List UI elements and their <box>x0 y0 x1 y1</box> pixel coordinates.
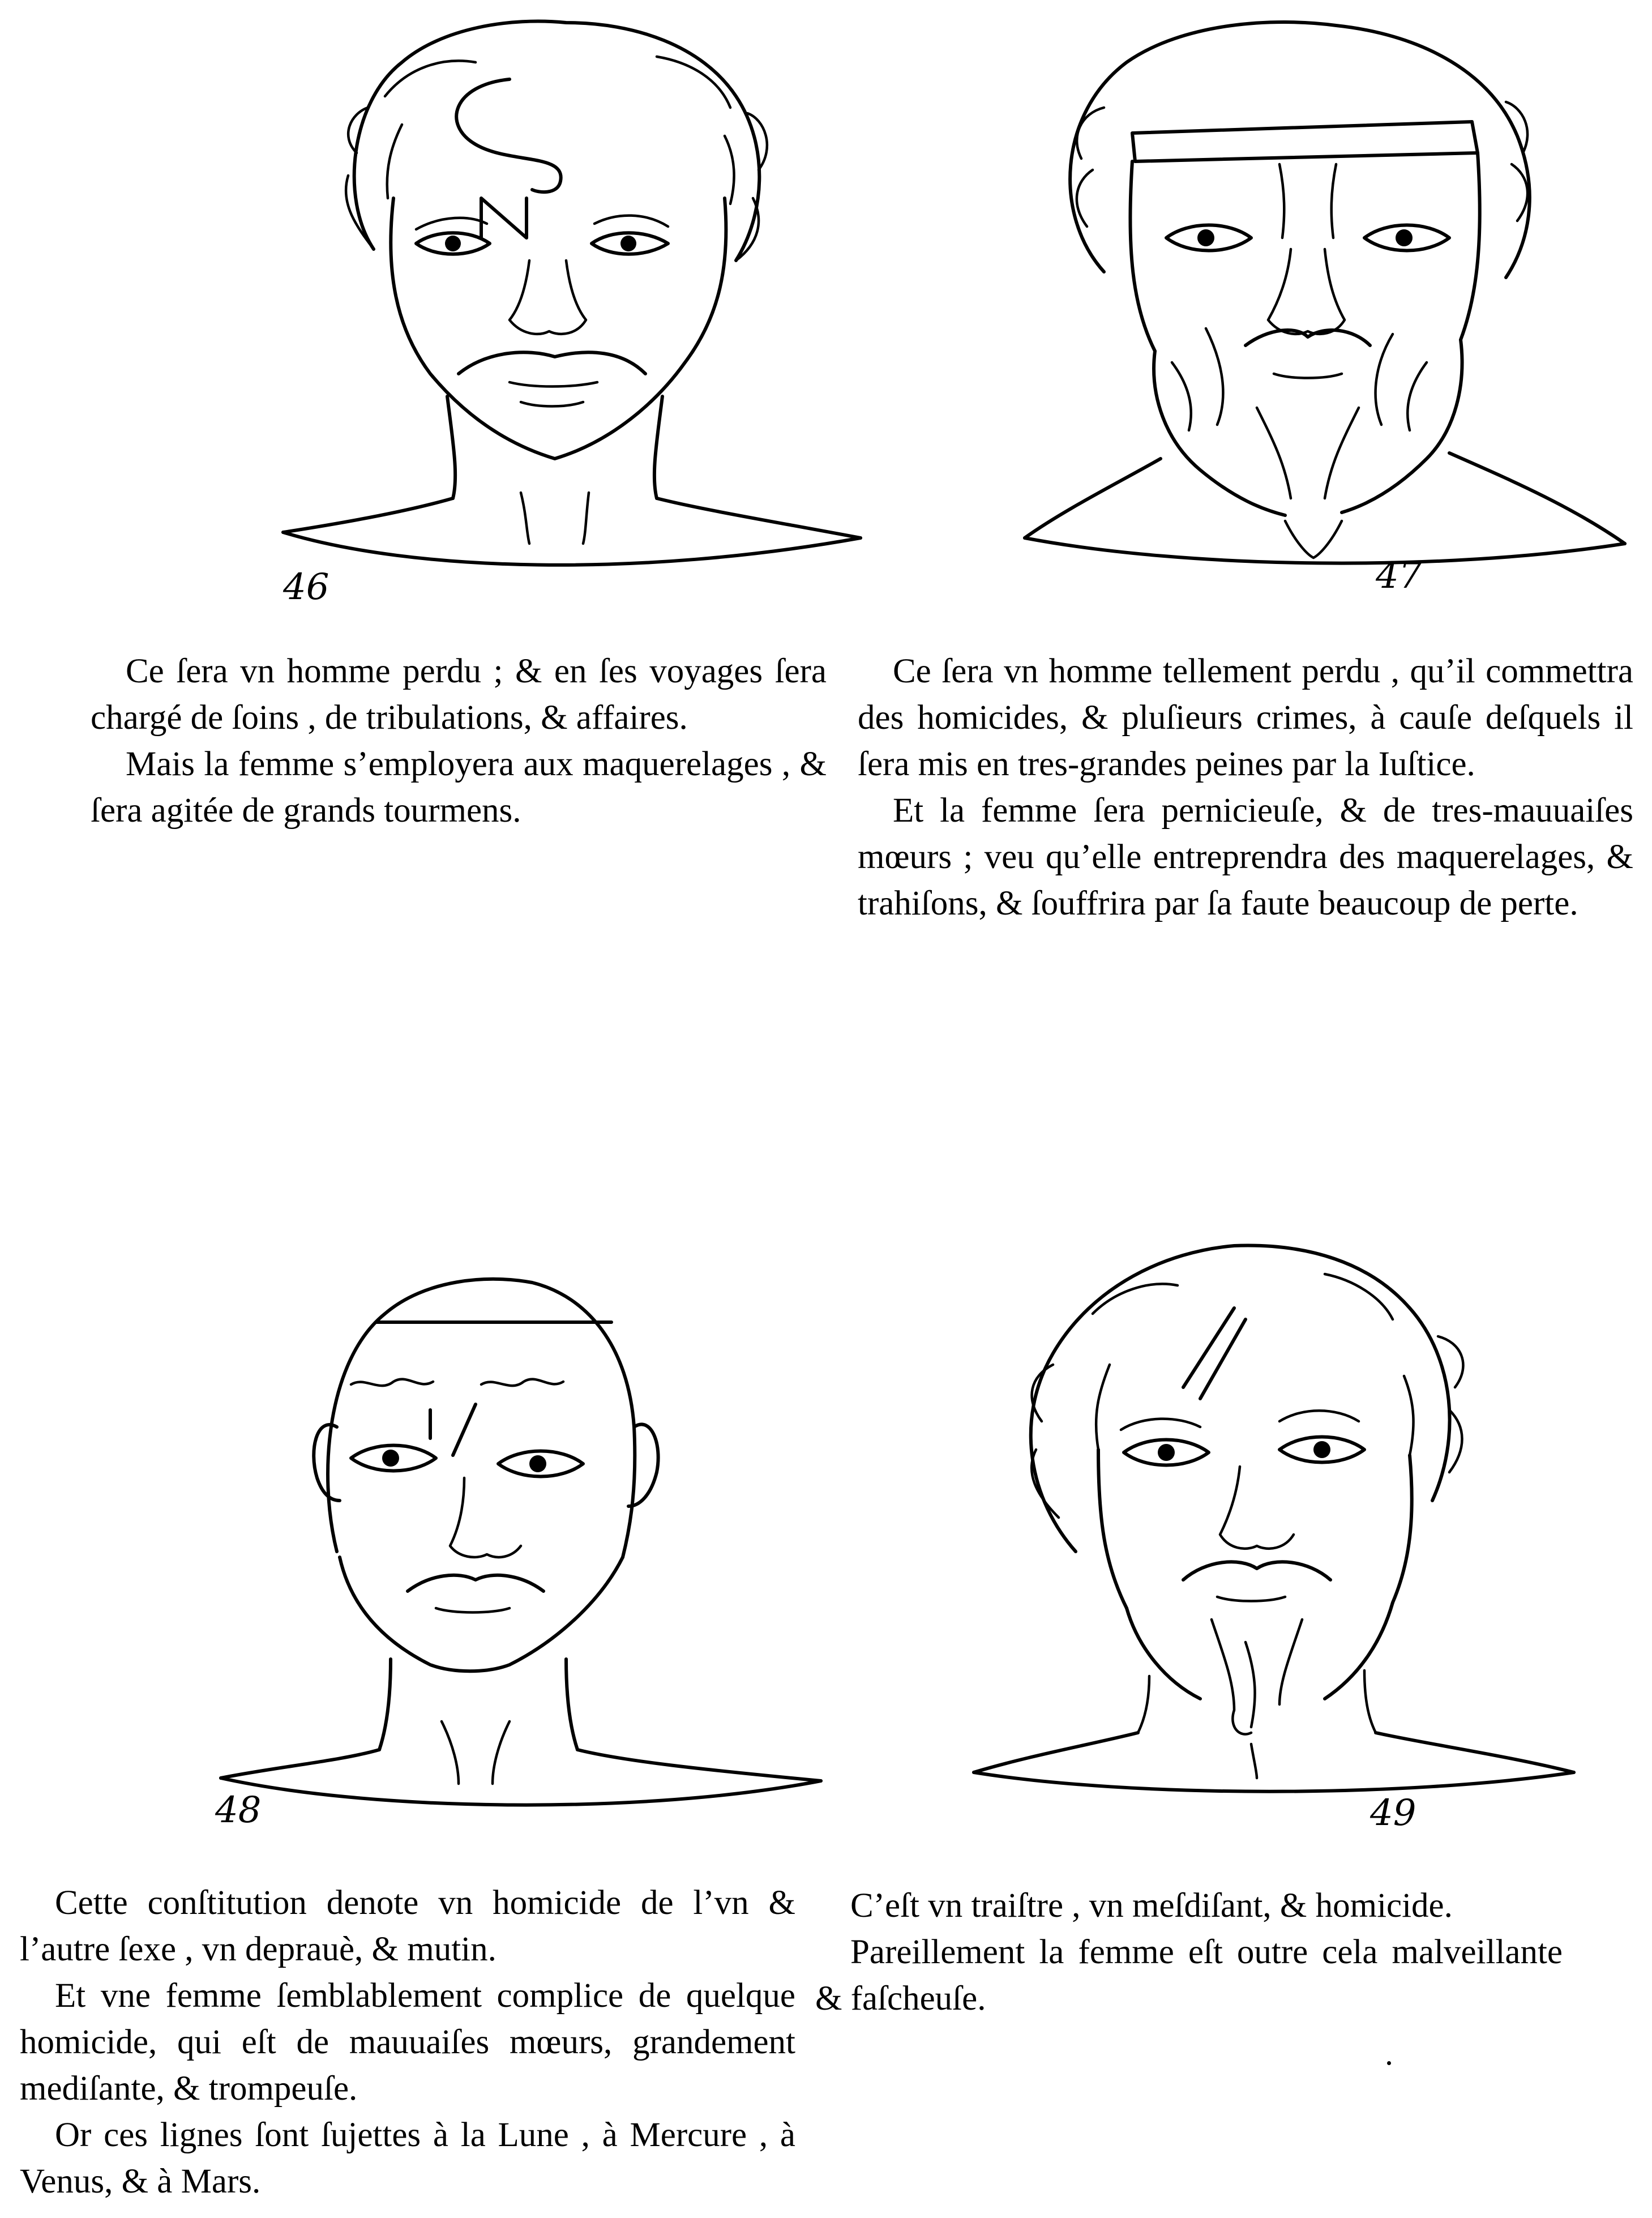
text-block-46 <box>91 648 827 834</box>
face-illustration-46 <box>272 11 872 578</box>
paragraph-46-2: Mais la femme s’employera aux maquerelages , & ſera agitée de grands tourmens. <box>91 745 827 830</box>
paragraph-47-2: Et la femme ſera pernicieuſe, & de tres-mauuaiſes mœurs ; veu qu’elle entreprendra des maquerelages, & trahiſons, & ſouffrira par ſa faute beaucoup de perte. <box>858 792 1633 922</box>
paragraph-48-1: Cette conſtitution denote vn homicide de l’vn & l’autre ſexe , vn deprauè, & mutin. <box>20 1884 795 1968</box>
paragraph-47-1: Ce ſera vn homme tellement perdu , qu’il commettra des homicides, & pluſieurs crimes, à cauſe deſquels il ſera mis en tres-grandes peines par la Iuſtice. <box>858 652 1633 783</box>
ink-speck <box>1387 2061 1391 2065</box>
figure-number-48: 48 <box>215 1789 262 1831</box>
face-illustration-48 <box>215 1268 827 1812</box>
figure-48-woodcut <box>215 1268 827 1812</box>
paragraph-49-1: C’eſt vn traiſtre , vn meſdiſant, & homicide. <box>850 1887 1453 1925</box>
paragraph-46-1: Ce ſera vn homme perdu ; & en ſes voyages ſera chargé de ſoins , de tribulations, & affaires. <box>91 652 827 737</box>
paragraph-48-2: Et vne femme ſemblablement complice de quelque homicide, qui eſt de mauuaiſes mœurs, grandement mediſante, & trompeuſe. <box>20 1977 795 2108</box>
text-block-49 <box>815 1883 1563 2022</box>
face-illustration-49 <box>962 1234 1585 1801</box>
paragraph-48-3: Or ces lignes ſont ſujettes à la Lune , à Mercure , à Venus, & à Mars. <box>20 2116 795 2200</box>
figure-49-woodcut <box>962 1234 1585 1801</box>
text-block-47 <box>858 648 1633 927</box>
figure-47-woodcut <box>1019 11 1630 572</box>
text-block-48 <box>20 1880 795 2205</box>
figure-number-47: 47 <box>1376 555 1422 597</box>
figure-46-woodcut <box>272 11 872 578</box>
figure-number-46: 46 <box>283 566 329 608</box>
figure-number-49: 49 <box>1370 1792 1416 1834</box>
face-illustration-47 <box>1019 11 1630 572</box>
paragraph-49-2: Pareillement la femme eſt outre cela malveillante & faſcheuſe. <box>815 1933 1563 2018</box>
